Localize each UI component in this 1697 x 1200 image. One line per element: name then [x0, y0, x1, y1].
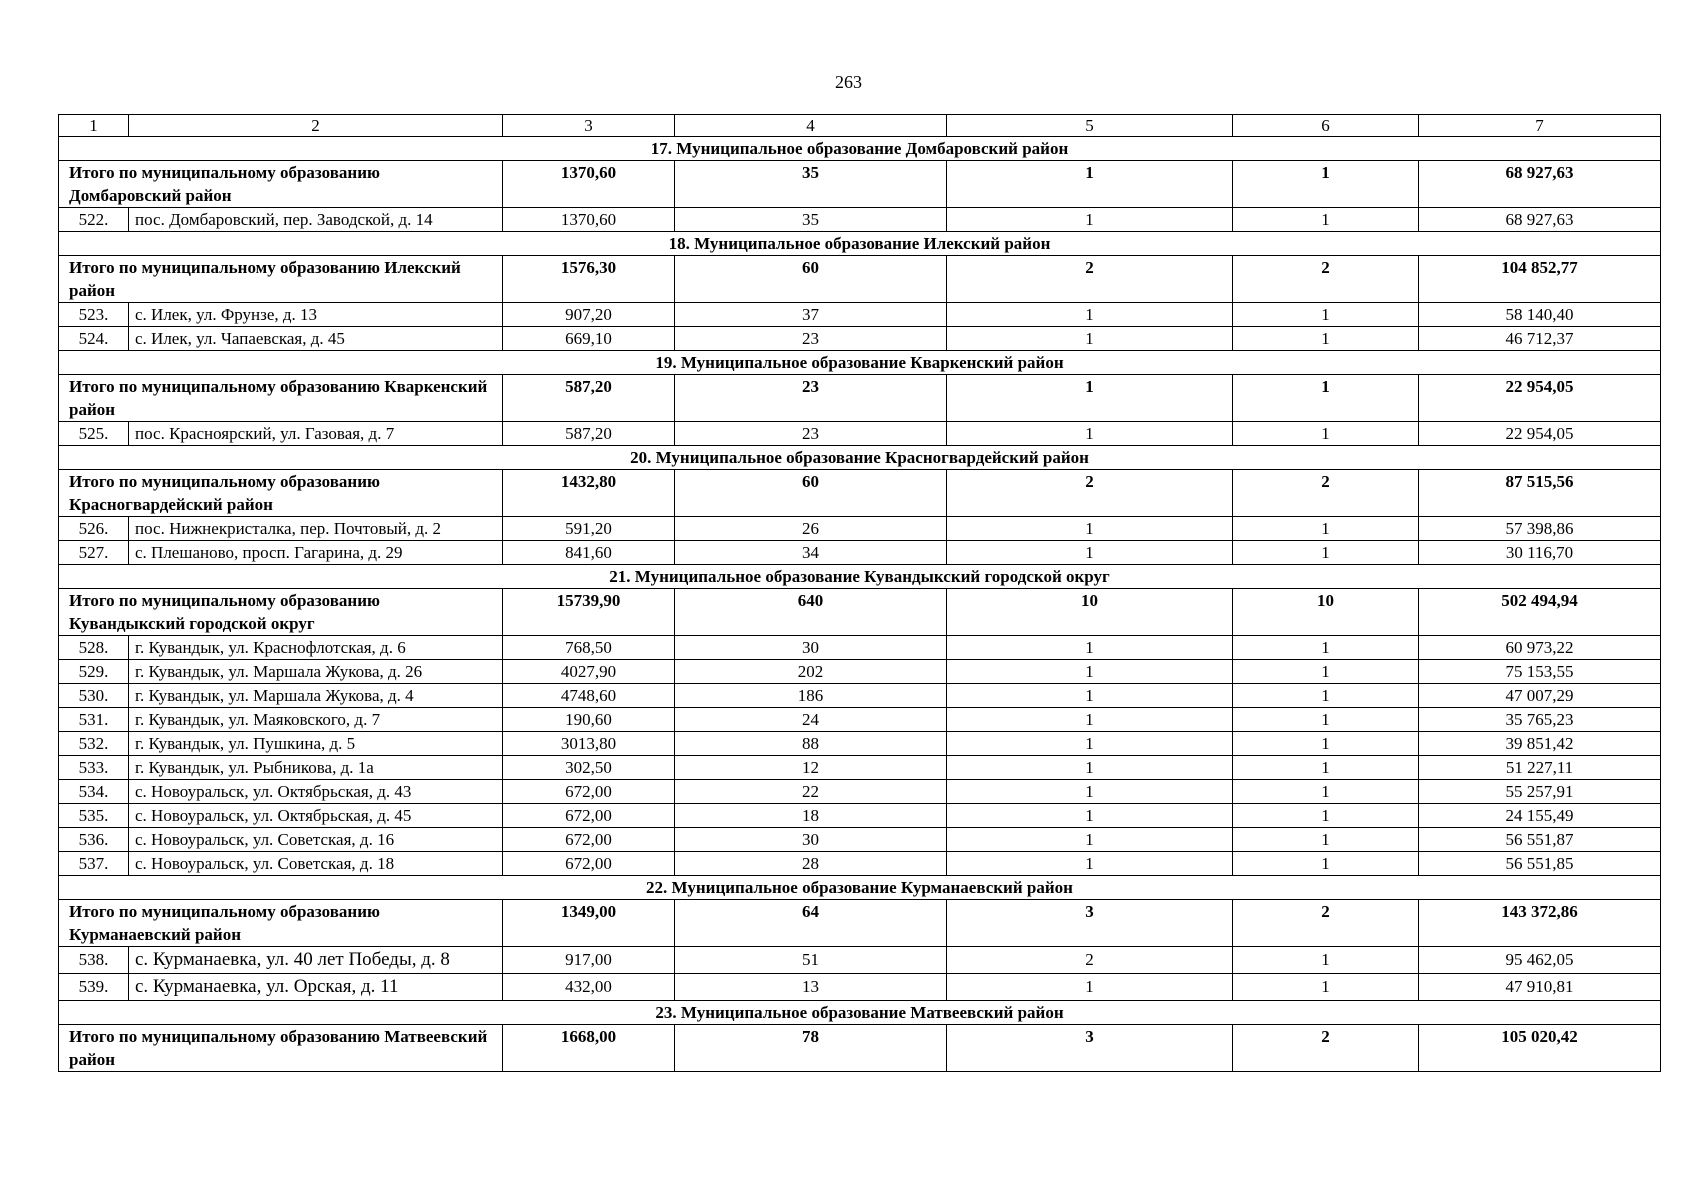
total-label: Итого по муниципальному образованию Красногвардейский район: [59, 470, 503, 517]
row-sum: 68 927,63: [1419, 208, 1661, 232]
row-col4: 51: [675, 947, 947, 974]
total-col4: 60: [675, 256, 947, 303]
total-col5: 10: [947, 589, 1233, 636]
row-col4: 12: [675, 756, 947, 780]
section-row: [59, 1001, 1661, 1025]
total-area: 1432,80: [503, 470, 675, 517]
row-address: г. Кувандык, ул. Пушкина, д. 5: [129, 732, 503, 756]
row-col5: 1: [947, 303, 1233, 327]
row-address: пос. Домбаровский, пер. Заводской, д. 14: [129, 208, 503, 232]
column-header: 5: [947, 115, 1233, 137]
section-title: 23. Муниципальное образование Матвеевский район: [59, 1001, 1661, 1025]
total-row: [59, 589, 1661, 636]
row-sum: 24 155,49: [1419, 804, 1661, 828]
row-col4: 26: [675, 517, 947, 541]
row-col6: 1: [1233, 708, 1419, 732]
total-label: Итого по муниципальному образованию Кваркенский район: [59, 375, 503, 422]
row-col6: 1: [1233, 756, 1419, 780]
row-col6: 1: [1233, 422, 1419, 446]
row-address: с. Илек, ул. Чапаевская, д. 45: [129, 327, 503, 351]
total-col5: 2: [947, 470, 1233, 517]
row-number: 537.: [59, 852, 129, 876]
row-number: 529.: [59, 660, 129, 684]
total-col6: 2: [1233, 900, 1419, 947]
table-row: [59, 852, 1661, 876]
section-title: 22. Муниципальное образование Курманаевский район: [59, 876, 1661, 900]
total-label: Итого по муниципальному образованию Илекский район: [59, 256, 503, 303]
row-col4: 88: [675, 732, 947, 756]
row-sum: 56 551,85: [1419, 852, 1661, 876]
column-header: 7: [1419, 115, 1661, 137]
total-col5: 2: [947, 256, 1233, 303]
total-area: 15739,90: [503, 589, 675, 636]
row-col6: 1: [1233, 541, 1419, 565]
row-col4: 30: [675, 828, 947, 852]
row-area: 672,00: [503, 804, 675, 828]
total-sum: 22 954,05: [1419, 375, 1661, 422]
total-row: [59, 256, 1661, 303]
total-sum: 104 852,77: [1419, 256, 1661, 303]
row-col5: 1: [947, 327, 1233, 351]
row-sum: 58 140,40: [1419, 303, 1661, 327]
row-sum: 57 398,86: [1419, 517, 1661, 541]
row-address: с. Новоуральск, ул. Октябрьская, д. 43: [129, 780, 503, 804]
row-col4: 28: [675, 852, 947, 876]
row-col6: 1: [1233, 828, 1419, 852]
row-col6: 1: [1233, 947, 1419, 974]
row-col6: 1: [1233, 780, 1419, 804]
column-header: 3: [503, 115, 675, 137]
row-sum: 22 954,05: [1419, 422, 1661, 446]
row-col6: 1: [1233, 303, 1419, 327]
row-address: г. Кувандык, ул. Маяковского, д. 7: [129, 708, 503, 732]
total-col4: 23: [675, 375, 947, 422]
row-area: 669,10: [503, 327, 675, 351]
row-area: 591,20: [503, 517, 675, 541]
total-area: 587,20: [503, 375, 675, 422]
row-col4: 186: [675, 684, 947, 708]
row-col4: 13: [675, 974, 947, 1001]
total-col4: 64: [675, 900, 947, 947]
row-col4: 23: [675, 327, 947, 351]
row-col4: 24: [675, 708, 947, 732]
section-row: [59, 565, 1661, 589]
column-header: 1: [59, 115, 129, 137]
row-col6: 1: [1233, 636, 1419, 660]
table-row: [59, 756, 1661, 780]
total-col6: 10: [1233, 589, 1419, 636]
section-row: [59, 446, 1661, 470]
row-col5: 1: [947, 804, 1233, 828]
row-col4: 34: [675, 541, 947, 565]
column-header: 4: [675, 115, 947, 137]
row-sum: 95 462,05: [1419, 947, 1661, 974]
row-address: с. Илек, ул. Фрунзе, д. 13: [129, 303, 503, 327]
total-col5: 3: [947, 1025, 1233, 1072]
table-row: [59, 327, 1661, 351]
row-number: 526.: [59, 517, 129, 541]
row-area: 432,00: [503, 974, 675, 1001]
row-area: 190,60: [503, 708, 675, 732]
row-col6: 1: [1233, 974, 1419, 1001]
total-area: 1370,60: [503, 161, 675, 208]
row-col6: 1: [1233, 804, 1419, 828]
row-area: 4027,90: [503, 660, 675, 684]
row-sum: 56 551,87: [1419, 828, 1661, 852]
section-title: 17. Муниципальное образование Домбаровский район: [59, 137, 1661, 161]
row-sum: 35 765,23: [1419, 708, 1661, 732]
row-col4: 22: [675, 780, 947, 804]
table-row: [59, 208, 1661, 232]
row-col5: 1: [947, 636, 1233, 660]
row-address: г. Кувандык, ул. Рыбникова, д. 1а: [129, 756, 503, 780]
total-sum: 87 515,56: [1419, 470, 1661, 517]
table-row: [59, 828, 1661, 852]
section-title: 21. Муниципальное образование Кувандыкский городской округ: [59, 565, 1661, 589]
row-number: 524.: [59, 327, 129, 351]
table-row: [59, 517, 1661, 541]
total-area: 1576,30: [503, 256, 675, 303]
total-col4: 78: [675, 1025, 947, 1072]
row-number: 525.: [59, 422, 129, 446]
row-col5: 1: [947, 208, 1233, 232]
row-address: г. Кувандык, ул. Маршала Жукова, д. 4: [129, 684, 503, 708]
table-row: [59, 541, 1661, 565]
row-area: 4748,60: [503, 684, 675, 708]
row-address: с. Курманаевка, ул. Орская, д. 11: [129, 974, 503, 1001]
total-col4: 60: [675, 470, 947, 517]
row-area: 672,00: [503, 828, 675, 852]
table-row: [59, 974, 1661, 1001]
column-header: 2: [129, 115, 503, 137]
row-col5: 1: [947, 517, 1233, 541]
total-area: 1668,00: [503, 1025, 675, 1072]
row-area: 672,00: [503, 780, 675, 804]
table-row: [59, 947, 1661, 974]
total-row: [59, 1025, 1661, 1072]
total-col4: 640: [675, 589, 947, 636]
table-row: [59, 636, 1661, 660]
row-col5: 1: [947, 422, 1233, 446]
table-row: [59, 780, 1661, 804]
row-col5: 1: [947, 708, 1233, 732]
table-row: [59, 660, 1661, 684]
row-col5: 1: [947, 732, 1233, 756]
row-number: 522.: [59, 208, 129, 232]
row-sum: 60 973,22: [1419, 636, 1661, 660]
total-col6: 2: [1233, 470, 1419, 517]
section-title: 19. Муниципальное образование Кваркенский район: [59, 351, 1661, 375]
row-col5: 1: [947, 541, 1233, 565]
row-number: 528.: [59, 636, 129, 660]
row-address: пос. Красноярский, ул. Газовая, д. 7: [129, 422, 503, 446]
row-area: 587,20: [503, 422, 675, 446]
row-number: 523.: [59, 303, 129, 327]
total-col6: 1: [1233, 161, 1419, 208]
total-col6: 2: [1233, 256, 1419, 303]
row-area: 1370,60: [503, 208, 675, 232]
row-area: 907,20: [503, 303, 675, 327]
row-number: 531.: [59, 708, 129, 732]
row-number: 536.: [59, 828, 129, 852]
row-col6: 1: [1233, 660, 1419, 684]
row-address: с. Новоуральск, ул. Советская, д. 18: [129, 852, 503, 876]
total-label: Итого по муниципальному образованию Курманаевский район: [59, 900, 503, 947]
total-label: Итого по муниципальному образованию Кувандыкский городской округ: [59, 589, 503, 636]
row-sum: 47 007,29: [1419, 684, 1661, 708]
row-col5: 1: [947, 852, 1233, 876]
row-col6: 1: [1233, 732, 1419, 756]
total-col5: 3: [947, 900, 1233, 947]
row-number: 530.: [59, 684, 129, 708]
total-sum: 502 494,94: [1419, 589, 1661, 636]
total-col6: 1: [1233, 375, 1419, 422]
row-number: 527.: [59, 541, 129, 565]
row-address: г. Кувандык, ул. Маршала Жукова, д. 26: [129, 660, 503, 684]
section-row: [59, 876, 1661, 900]
row-area: 768,50: [503, 636, 675, 660]
total-row: [59, 375, 1661, 422]
row-sum: 55 257,91: [1419, 780, 1661, 804]
row-col4: 37: [675, 303, 947, 327]
row-area: 841,60: [503, 541, 675, 565]
row-area: 3013,80: [503, 732, 675, 756]
row-col5: 1: [947, 756, 1233, 780]
row-col5: 2: [947, 947, 1233, 974]
total-col4: 35: [675, 161, 947, 208]
row-col4: 35: [675, 208, 947, 232]
total-sum: 143 372,86: [1419, 900, 1661, 947]
table-row: [59, 804, 1661, 828]
row-col6: 1: [1233, 517, 1419, 541]
row-address: г. Кувандык, ул. Краснофлотская, д. 6: [129, 636, 503, 660]
row-col5: 1: [947, 780, 1233, 804]
total-col5: 1: [947, 375, 1233, 422]
row-col6: 1: [1233, 684, 1419, 708]
row-col6: 1: [1233, 327, 1419, 351]
table-row: [59, 708, 1661, 732]
total-label: Итого по муниципальному образованию Домбаровский район: [59, 161, 503, 208]
column-header-row: [59, 115, 1661, 137]
housing-table: [58, 114, 1661, 1072]
row-area: 917,00: [503, 947, 675, 974]
section-row: [59, 351, 1661, 375]
row-col4: 30: [675, 636, 947, 660]
total-row: [59, 161, 1661, 208]
total-label: Итого по муниципальному образованию Матвеевский район: [59, 1025, 503, 1072]
total-row: [59, 900, 1661, 947]
row-number: 534.: [59, 780, 129, 804]
row-sum: 39 851,42: [1419, 732, 1661, 756]
row-col4: 202: [675, 660, 947, 684]
row-sum: 46 712,37: [1419, 327, 1661, 351]
section-title: 18. Муниципальное образование Илекский район: [59, 232, 1661, 256]
row-number: 539.: [59, 974, 129, 1001]
row-col6: 1: [1233, 208, 1419, 232]
row-sum: 30 116,70: [1419, 541, 1661, 565]
row-col4: 23: [675, 422, 947, 446]
total-row: [59, 470, 1661, 517]
total-sum: 105 020,42: [1419, 1025, 1661, 1072]
row-col5: 1: [947, 828, 1233, 852]
total-sum: 68 927,63: [1419, 161, 1661, 208]
table-row: [59, 303, 1661, 327]
section-row: [59, 232, 1661, 256]
row-number: 538.: [59, 947, 129, 974]
row-number: 535.: [59, 804, 129, 828]
row-sum: 47 910,81: [1419, 974, 1661, 1001]
total-col5: 1: [947, 161, 1233, 208]
table-row: [59, 732, 1661, 756]
page-number: 263: [835, 72, 862, 92]
row-col5: 1: [947, 660, 1233, 684]
column-header: 6: [1233, 115, 1419, 137]
section-title: 20. Муниципальное образование Красногвардейский район: [59, 446, 1661, 470]
table-row: [59, 422, 1661, 446]
row-number: 532.: [59, 732, 129, 756]
row-col6: 1: [1233, 852, 1419, 876]
row-address: с. Плешаново, просп. Гагарина, д. 29: [129, 541, 503, 565]
row-address: с. Новоуральск, ул. Советская, д. 16: [129, 828, 503, 852]
row-address: пос. Нижнекристалка, пер. Почтовый, д. 2: [129, 517, 503, 541]
row-address: с. Курманаевка, ул. 40 лет Победы, д. 8: [129, 947, 503, 974]
table-row: [59, 684, 1661, 708]
row-area: 672,00: [503, 852, 675, 876]
total-col6: 2: [1233, 1025, 1419, 1072]
row-col4: 18: [675, 804, 947, 828]
row-col5: 1: [947, 974, 1233, 1001]
row-number: 533.: [59, 756, 129, 780]
section-row: [59, 137, 1661, 161]
row-area: 302,50: [503, 756, 675, 780]
row-address: с. Новоуральск, ул. Октябрьская, д. 45: [129, 804, 503, 828]
total-area: 1349,00: [503, 900, 675, 947]
row-col5: 1: [947, 684, 1233, 708]
row-sum: 75 153,55: [1419, 660, 1661, 684]
row-sum: 51 227,11: [1419, 756, 1661, 780]
